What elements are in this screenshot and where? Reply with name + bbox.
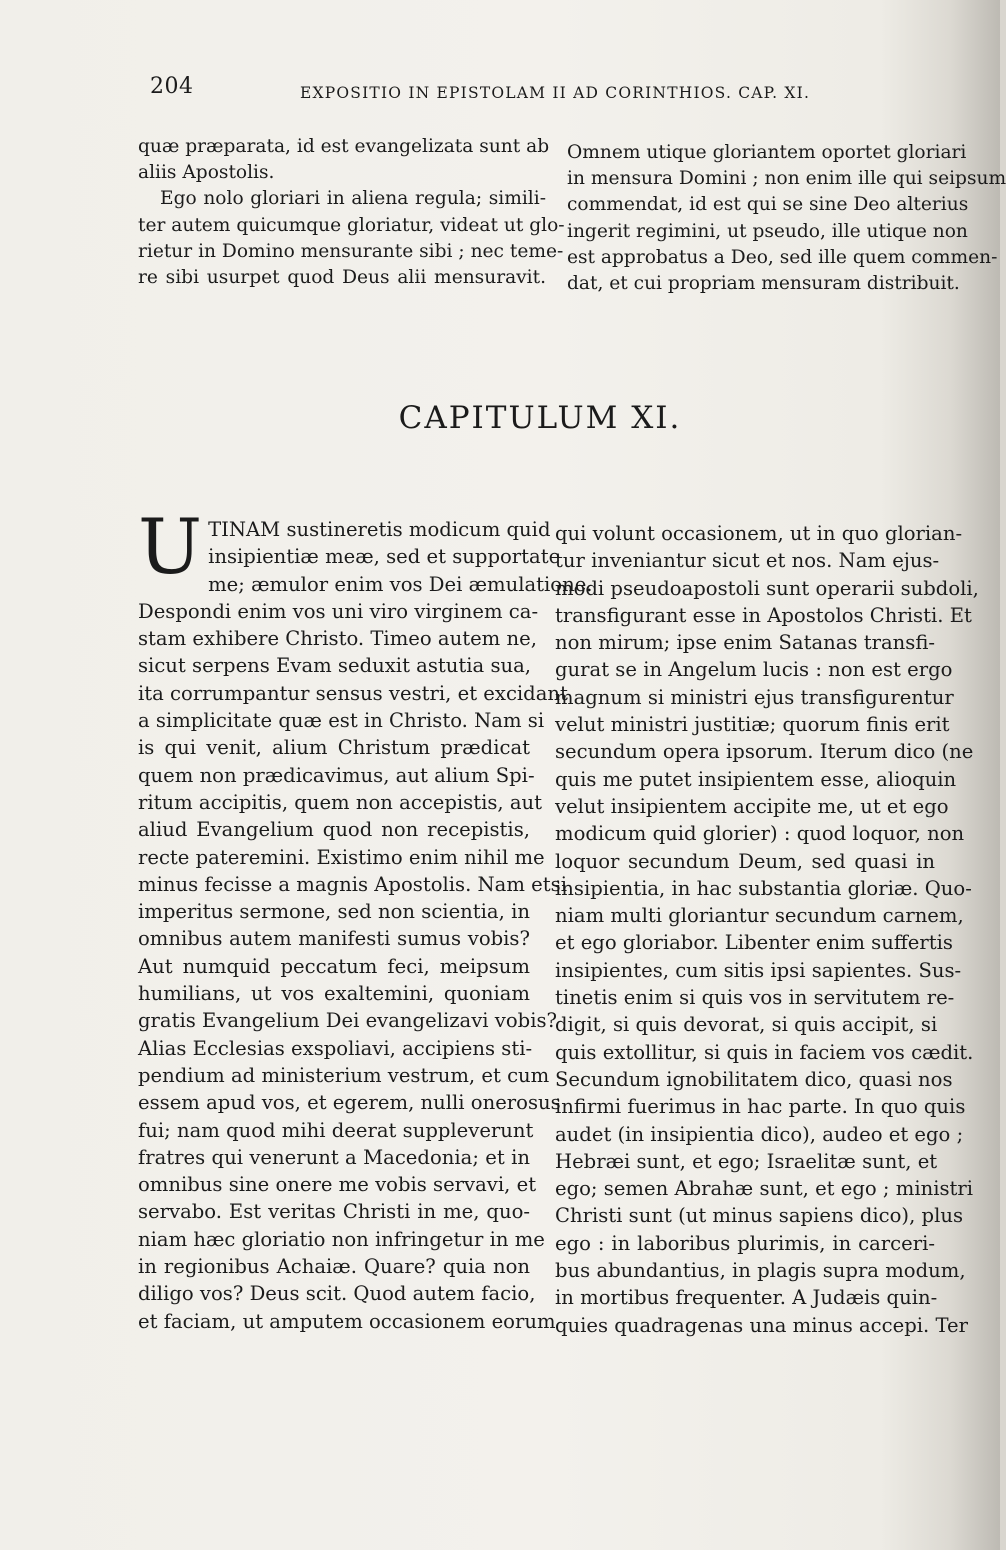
bottom-right-column <box>555 520 979 1339</box>
text-line: stam exhibere Christo. Timeo autem ne, <box>138 627 537 651</box>
chapter-title: CAPITULUM XI. <box>398 400 682 436</box>
text-line: loquor secundum Deum, sed quasi in <box>555 849 935 873</box>
text-line: ego; semen Abrahæ sunt, et ego ; ministri <box>555 1177 974 1201</box>
text-line: Secundum ignobilitatem dico, quasi nos <box>555 1067 953 1091</box>
text-line: modicum quid glorier) : quod loquor, non <box>555 822 965 846</box>
text-line: TINAM sustineretis modicum quid <box>208 518 551 541</box>
text-line: non mirum; ipse enim Satanas transfi- <box>555 631 936 655</box>
text-line: secundum opera ipsorum. Iterum dico (ne <box>555 740 974 764</box>
text-line: fratres qui venerunt a Macedonia; et in <box>138 1145 530 1169</box>
top-right-column <box>567 140 1006 297</box>
text-line: omnibus autem manifesti sumus vobis? <box>138 927 530 951</box>
text-line: pendium ad ministerium vestrum, et cum <box>138 1063 550 1087</box>
text-line: et ego gloriabor. Libenter enim suffertis <box>555 931 953 955</box>
text-line: infirmi fuerimus in hac parte. In quo quis <box>555 1095 966 1119</box>
page-number: 204 <box>150 74 194 99</box>
text-line: quæ præparata, id est evangelizata sunt ab <box>138 136 550 157</box>
text-line: Alias Ecclesias exspoliavi, accipiens sti- <box>138 1036 533 1060</box>
bottom-left-lines <box>138 571 593 1335</box>
text-line: insipientes, cum sitis ipsi sapientes. Sus- <box>555 958 962 982</box>
text-line: in mensura Domini ; non enim ille qui seipsum <box>567 168 1006 190</box>
text-line: gratis Evangelium Dei evangelizavi vobis? <box>138 1009 558 1033</box>
text-line: est approbatus a Deo, sed ille quem commen- <box>567 246 998 268</box>
text-line: et faciam, ut amputem occasionem eorum <box>138 1309 556 1333</box>
text-line: ego : in laboribus plurimis, in carceri- <box>555 1231 935 1255</box>
text-line: velut insipientem accipite me, ut et ego <box>555 794 949 818</box>
text-line: ritum accipitis, quem non accepistis, aut <box>138 790 543 814</box>
text-line: dat, et cui propriam mensuram distribuit. <box>567 273 960 295</box>
text-line: audet (in insipientia dico), audeo et ego ; <box>555 1122 964 1146</box>
text-line: velut ministri justitiæ; quorum finis erit <box>555 713 950 737</box>
text-line: niam hæc gloriatio non infringetur in me <box>138 1227 545 1251</box>
text-line: insipientiæ meæ, sed et supportate <box>208 545 561 569</box>
drop-cap: U <box>138 502 203 591</box>
text-line: imperitus sermone, sed non scientia, in <box>138 900 530 924</box>
running-title: EXPOSITIO IN EPISTOLAM II AD CORINTHIOS. CAP. XI. <box>300 84 811 102</box>
text-line: servabo. Est veritas Christi in me, quo- <box>138 1200 530 1224</box>
text-line: niam multi gloriantur secundum carnem, <box>555 904 964 928</box>
text-line: magnum si ministri ejus transfigurentur <box>555 685 954 709</box>
text-line: Christi sunt (ut minus sapiens dico), plus <box>555 1204 964 1228</box>
text-line: aliis Apostolis. <box>138 162 275 184</box>
text-line: quies quadragenas una minus accepi. Ter <box>555 1313 968 1337</box>
text-line: re sibi usurpet quod Deus alii mensuravit. <box>138 267 546 289</box>
text-line: digit, si quis devorat, si quis accipit, si <box>555 1013 938 1037</box>
text-line: transfigurant esse in Apostolos Christi. Et <box>555 603 972 627</box>
text-line: in regionibus Achaiæ. Quare? quia non <box>138 1255 530 1279</box>
text-line: is qui venit, alium Christum prædicat <box>138 736 530 760</box>
text-line: Ego nolo gloriari in aliena regula; simili- <box>160 188 546 210</box>
text-line: Despondi enim vos uni viro virginem ca- <box>138 599 539 623</box>
bottom-right-lines <box>555 520 979 1339</box>
text-line: essem apud vos, et egerem, nulli onerosus <box>138 1091 561 1115</box>
text-line: tur inveniantur sicut et nos. Nam ejus- <box>555 549 940 573</box>
text-line: quis me putet insipientem esse, alioquin <box>555 767 957 791</box>
text-line: minus fecisse a magnis Apostolis. Nam etsi <box>138 872 567 896</box>
text-line: ita corrumpantur sensus vestri, et excidant <box>138 681 568 705</box>
text-line: commendat, id est qui se sine Deo alterius <box>567 194 969 216</box>
text-line: Aut numquid peccatum feci, meipsum <box>138 954 530 978</box>
text-line: qui volunt occasionem, ut in quo glorian- <box>555 522 963 545</box>
bottom-left-column <box>138 502 593 1335</box>
text-line: fui; nam quod mihi deerat suppleverunt <box>138 1118 534 1142</box>
text-line: quem non prædicavimus, aut alium Spi- <box>138 763 535 787</box>
text-line: ingerit regimini, ut pseudo, ille utique non <box>567 220 968 242</box>
text-line: humilians, ut vos exaltemini, quoniam <box>138 982 530 1006</box>
text-line: modi pseudoapostoli sunt operarii subdoli, <box>555 576 979 600</box>
text-line: quis extollitur, si quis in faciem vos cædit. <box>555 1040 974 1064</box>
text-line: tinetis enim si quis vos in servitutem re- <box>555 986 955 1010</box>
text-line: recte pateremini. Existimo enim nihil me <box>138 845 545 869</box>
text-line: rietur in Domino mensurante sibi ; nec teme- <box>138 240 564 262</box>
text-line: ter autem quicumque gloriatur, videat ut glo- <box>138 214 565 236</box>
text-line: a simplicitate quæ est in Christo. Nam si <box>138 709 545 733</box>
text-line: insipientia, in hac substantia gloriæ. Quo- <box>555 876 972 900</box>
text-line: gurat se in Angelum lucis : non est ergo <box>555 658 953 682</box>
text-line: in mortibus frequenter. A Judæis quin- <box>555 1286 938 1310</box>
text-line: bus abundantius, in plagis supra modum, <box>555 1259 966 1283</box>
text-line: Omnem utique gloriantem oportet gloriari <box>567 142 967 163</box>
text-line: sicut serpens Evam seduxit astutia sua, <box>138 654 532 678</box>
top-left-column <box>138 134 565 291</box>
page-header <box>150 70 830 110</box>
text-line: diligo vos? Deus scit. Quod autem facio, <box>138 1282 536 1306</box>
text-line: omnibus sine onere me vobis servavi, et <box>138 1173 537 1197</box>
text-line: Hebræi sunt, et ego; Israelitæ sunt, et <box>555 1149 938 1173</box>
text-line: me; æmulor enim vos Dei æmulatione. <box>208 572 593 596</box>
text-line: aliud Evangelium quod non recepistis, <box>138 818 530 842</box>
